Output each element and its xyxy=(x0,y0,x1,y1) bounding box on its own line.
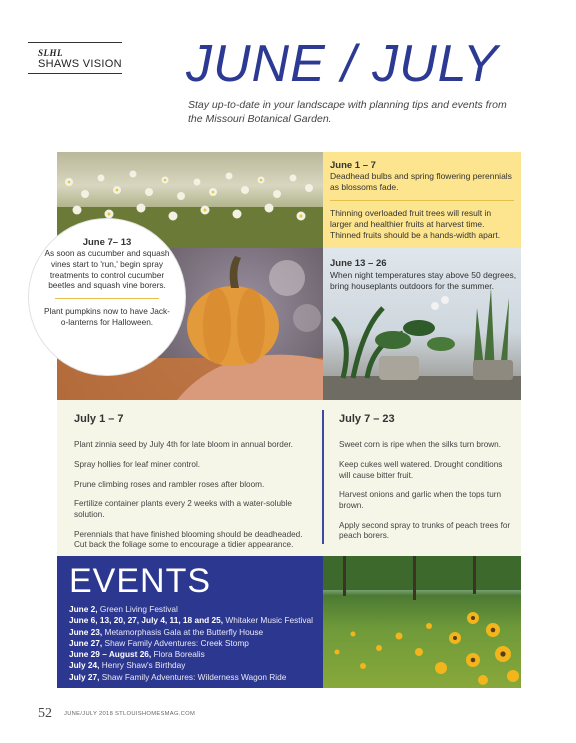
event-name: Whitaker Music Festival xyxy=(225,615,313,626)
july-1-7-column xyxy=(74,412,314,560)
event-row xyxy=(69,604,323,615)
june-7-13-callout xyxy=(28,218,186,376)
june-7-13-tip: As soon as cucumber and squash vines start to 'run,' begin spray treatments to control cucumber beetles and squash vine borers. xyxy=(44,248,170,291)
event-row xyxy=(69,615,323,626)
divider xyxy=(55,298,159,299)
event-date: July 27, xyxy=(69,671,100,682)
june-7-13-heading: June 7– 13 xyxy=(82,237,132,248)
header-rule-bottom xyxy=(28,73,122,74)
event-date: June 27, xyxy=(69,637,103,648)
july-7-23-heading: July 7 – 23 xyxy=(339,413,395,425)
event-name: Metamorphasis Gala at the Butterfly House xyxy=(104,626,264,637)
event-name: Henry Shaw's Birthday xyxy=(101,660,186,671)
list-item: Harvest onions and garlic when the tops turn brown. xyxy=(339,490,502,510)
header-rule-top xyxy=(28,42,122,43)
page-title: JUNE / JULY xyxy=(186,35,499,93)
event-row xyxy=(69,649,323,660)
event-row xyxy=(69,638,323,649)
list-item: Sweet corn is ripe when the silks turn brown. xyxy=(339,440,502,450)
june-13-26-block xyxy=(330,258,518,292)
event-row xyxy=(69,672,323,683)
event-row xyxy=(69,627,323,638)
list-item: Keep cukes well watered. Drought conditions will cause bitter fruit. xyxy=(339,459,503,480)
events-box xyxy=(57,556,323,688)
july-1-7-heading: July 1 – 7 xyxy=(74,413,124,425)
list-item: Apply second spray to trunks of peach trees for peach borers. xyxy=(339,520,511,541)
page-subtitle: Stay up-to-date in your landscape with planning tips and events from the Missouri Botanical Garden. xyxy=(188,99,507,126)
event-row xyxy=(69,660,323,671)
column-divider xyxy=(322,410,324,544)
june-7-13-tip: Plant pumpkins now to have Jack-o-lanterns for Halloween. xyxy=(44,306,170,327)
wildflowers-photo xyxy=(323,556,521,688)
event-date: June 6, 13, 20, 27, July 4, 11, 18 and 25, xyxy=(69,615,224,626)
list-item: Perennials that have finished blooming should be deadheaded. Cut back the foliage some to encourage a tidier appearance. xyxy=(74,529,303,550)
june-13-26-tip: When night temperatures stay above 50 degrees, bring houseplants outdoors for the summer. xyxy=(330,270,517,292)
june-1-7-tip: Deadhead bulbs and spring flowering perennials as blossoms fade. xyxy=(330,171,512,193)
list-item: Plant zinnia seed by July 4th for late bloom in annual border. xyxy=(74,440,293,450)
event-date: June 29 – August 26, xyxy=(69,649,152,660)
event-name: Green Living Festival xyxy=(99,604,178,614)
footer-text: JUNE/JULY 2018 STLOUISHOMESMAG.COM xyxy=(64,711,196,717)
june-1-7-tip: Thinning overloaded fruit trees will result in larger and healthier fruits at harvest time. Thinned fruits should be a hands-width apart. xyxy=(330,208,501,241)
events-title: EVENTS xyxy=(69,562,212,600)
july-7-23-column xyxy=(339,412,513,551)
june-1-7-heading: June 1 – 7 xyxy=(330,160,376,171)
event-name: Flora Borealis xyxy=(153,649,205,660)
event-date: June 23, xyxy=(69,626,103,637)
masthead: SLHL xyxy=(38,48,64,58)
event-name: Shaw Family Adventures: Wilderness Wagon Ride xyxy=(101,671,287,682)
page-number: 52 xyxy=(38,706,52,721)
event-date: July 24, xyxy=(69,660,100,671)
june-13-26-heading: June 13 – 26 xyxy=(330,258,387,269)
list-item: Prune climbing roses and rambler roses after bloom. xyxy=(74,479,265,489)
section-label: SHAWS VISION xyxy=(38,58,122,70)
june-1-7-box xyxy=(323,152,521,248)
list-item: Fertilize container plants every 2 weeks with a water-soluble solution. xyxy=(74,499,292,519)
event-name: Shaw Family Adventures: Creek Stomp xyxy=(104,637,249,648)
divider xyxy=(330,200,514,201)
event-date: June 2, xyxy=(69,604,98,614)
list-item: Spray hollies for leaf miner control. xyxy=(74,459,201,469)
